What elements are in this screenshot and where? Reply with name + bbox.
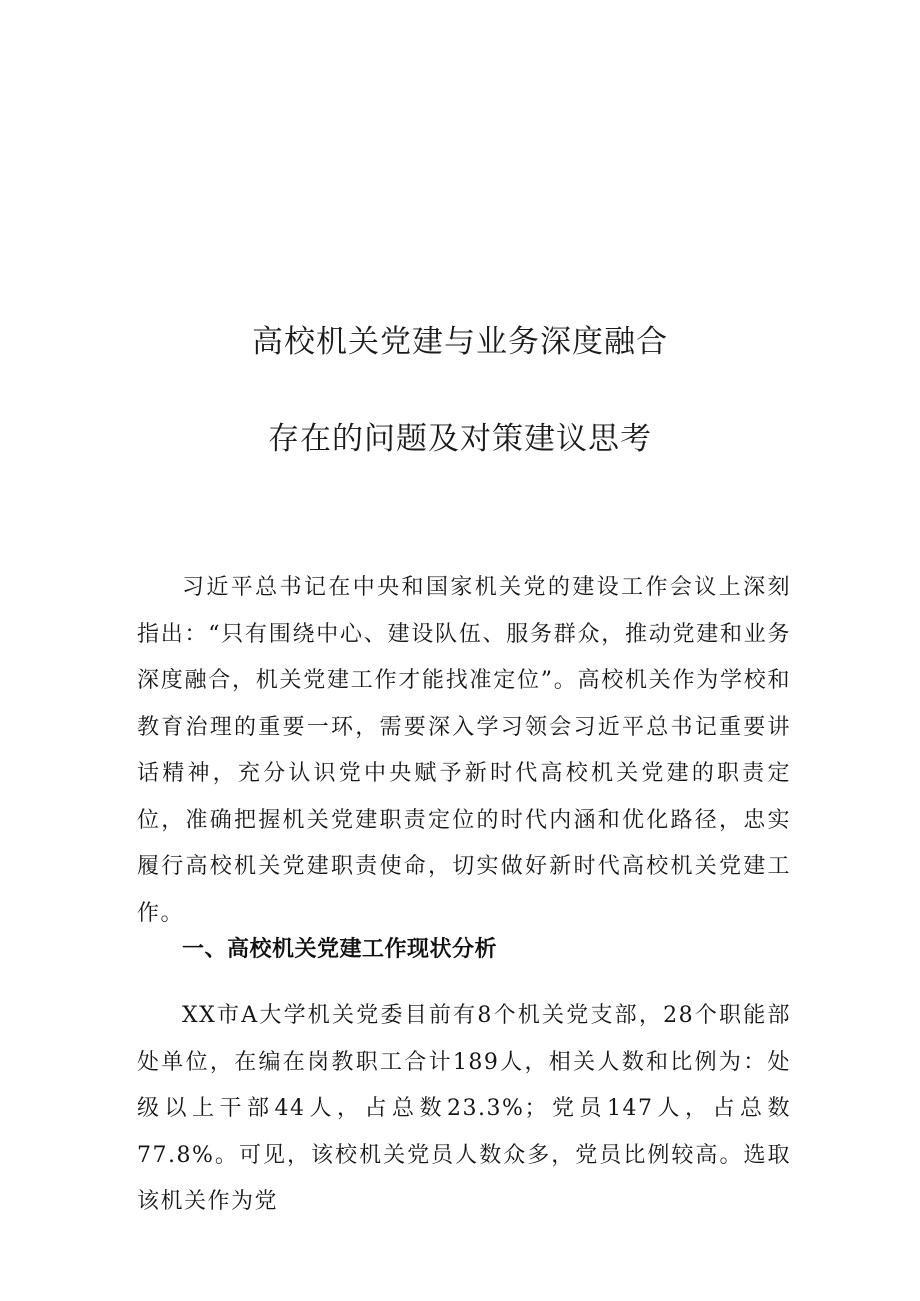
document-title-line-2: 存在的问题及对策建议思考 xyxy=(268,421,652,457)
section-1-paragraph: XX市A大学机关党委目前有8个机关党支部，28个职能部处单位，在编在岗教职工合计189人，相关人数和比例为：处级以上干部44人，占总数23.3%；党员147人，占总数77.8%。可见，该校机关党员人数众多，党员比例较高。选取该机关作为党 xyxy=(137,1003,791,1214)
document-title-line-1: 高校机关党建与业务深度融合 xyxy=(252,324,668,360)
section-heading-1: 一、高校机关党建工作现状分析 xyxy=(182,937,498,962)
intro-paragraph: 习近平总书记在中央和国家机关党的建设工作会议上深刻指出：“只有围绕中心、建设队伍、服务群众，推动党建和业务深度融合，机关党建工作才能找准定位”。高校机关作为学校和教育治理的重要一环，需要深入学习领会习近平总书记重要讲话精神，充分认识党中央赋予新时代高校机关党建的职责定位，准确把握机关党建职责定位的时代内涵和优化路径，忠实履行高校机关党建职责使命，切实做好新时代高校机关党建工作。 xyxy=(137,575,791,926)
